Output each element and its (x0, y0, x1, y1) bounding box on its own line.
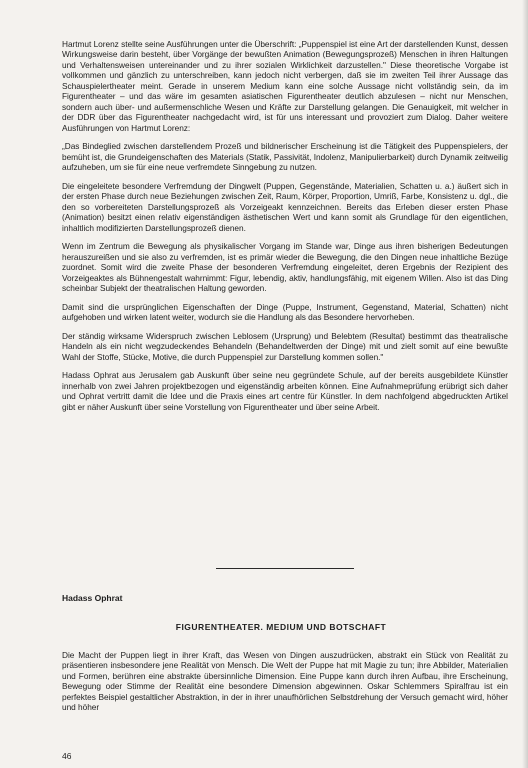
paragraph-quote-bindeglied: „Das Bindeglied zwischen darstellendem Prozeß und bildnerischer Erscheinung ist die Tätigkeit des Puppenspielers, der bemüht ist, die Grundeigenschaften des Materials (Statik, Passivität, Indolenz, Manipulierbarkeit) durch Dynamik zeitweilig aufzuheben, um sie für eine neue verfremdete Sinngebung zu nutzen. (62, 141, 508, 173)
paragraph-ophrat-schule: Hadass Ophrat aus Jerusalem gab Auskunft über seine neu gegründete Schule, auf der bereits ausgebildete Künstler innerhalb von zwei Jahren projektbezogen und eigenständig arbeiten können. Eine Aufnahmeprüfung erübrigt sich daher und Ophrat vertritt damit die Idee und die Praxis eines art centre für Künstler. In dem nachfolgend abgedruckten Artikel gibt er näher Auskunft über seine Vorstellung von Figurentheater und über seine Arbeit. (62, 370, 508, 412)
article-body (62, 650, 508, 713)
paragraph-eigenschaften: Damit sind die ursprünglichen Eigenschaften der Dinge (Puppe, Instrument, Gegenstand, Material, Schatten) nicht aufgehoben und wirken latent weiter, wodurch sie die Handlung als das Besondere hervorheben. (62, 301, 508, 323)
paragraph-verfremdung: Die eingeleitete besondere Verfremdung der Dingwelt (Puppen, Gegenstände, Materialien, Schatten u. a.) äußert sich in der ersten Phase durch neue Beziehungen zwischen Zeit, Raum, Körper, Proportion, Umriß, Farbe, Konsistenz u. dgl., die den so vorbereiteten Darstellungsprozeß als Vorzeigeakt kennzeichnen. Bereits das Erleben dieser ersten Phase (Animation) besitzt einen relativ eigenständigen ästhetischen Wert und kann somit als Grundlage für den eigentlichen, inhaltlich modifizierten Darstellungsprozeß dienen. (62, 180, 508, 233)
body-text (62, 39, 508, 420)
paragraph-bewegung: Wenn im Zentrum die Bewegung als physikalischer Vorgang im Stande war, Dinge aus ihren bisherigen Bedeutungen herauszureißen und sie also zu verfremden, ist es primär wieder die Bewegung, die den Dingen neue inhaltliche Bezüge zuordnet. Somit wird die zweite Phase der besonderen Verfremdung eingeleitet, deren Ergebnis der Rezipient des Vorzeigeaktes als Bühnengestalt wahrnimmt: Figur, lebendig, aktiv, handlungsfähig, mit eigenem Willen. Also ist das Ding scheinbar Subjekt der theatralischen Haltung geworden. (62, 241, 508, 294)
paragraph-lorenz-intro: Hartmut Lorenz stellte seine Ausführungen unter die Überschrift: „Puppenspiel ist eine Art der darstellenden Kunst, dessen Wirkungsweise darin besteht, über Vorgänge der bewußten Animation (Bewegungsprozeß) Menschen in ihren Haltungen und Verhaltensweisen untereinander und zu ihrer sozialen Wirklichkeit darzustellen." Diese theoretische Vorgabe ist vollkommen und gänzlich zu unterschreiben, kann jedoch nicht verbergen, daß sie im zweiten Teil ihrer Aussage das Schauspielertheater meint. Gerade in unserem Medium kann eine solche Aussage nicht vollständig sein, da im Figurentheater – und das wäre im gesamten asiatischen Figurentheater deutlich abzulesen – nicht nur Menschen, sondern auch über- und außermenschliche Wesen und Kräfte zur Darstellung gelangen. Die Genauigkeit, mit welcher in der DDR über das Figurentheater nachgedacht wird, ist für uns interessant und provoziert zum Dialog. Daher weitere Ausführungen von Hartmut Lorenz: (62, 39, 508, 133)
paragraph-widerspruch: Der ständig wirksame Widerspruch zwischen Leblosem (Ursprung) und Belebtem (Resultat) bestimmt das theatralische Handeln als ein nicht wegzudeckendes Behandeln (Behandeltwerden der Dinge) mit und zielt somit auf eine bewußte Wahl der Stoffe, Stücke, Motive, die durch Puppenspiel zur Darstellung kommen sollen." (62, 330, 508, 362)
article-paragraph: Die Macht der Puppen liegt in ihrer Kraft, das Wesen von Dingen auszudrücken, abstrakt ein Stück von Realität zu präsentieren insbesondere jene Realität von Mensch. Die Welt der Puppe hat mit Magie zu tun; ihre Abbilder, Materialien und Formen, berühren eine abstrakte übersinnliche Dimension. Eine Puppe kann durch ihren Aufbau, ihre Erscheinung, Bewegung oder Stimme der Realität eine besondere Dimension abgewinnen. Oskar Schlemmers Spiralfrau ist ein perfektes Beispiel gestaltlicher Abstraktion, in der in ihrer unaufhörlichen Selbstdrehung der Versuch gemacht wird, höher und höher (62, 650, 508, 713)
page-edge-shadow (522, 0, 528, 768)
article-title: FIGURENTHEATER. MEDIUM UND BOTSCHAFT (175, 622, 387, 632)
page-number: 46 (62, 751, 72, 761)
article-author: Hadass Ophrat (62, 593, 123, 603)
section-divider (216, 568, 354, 569)
